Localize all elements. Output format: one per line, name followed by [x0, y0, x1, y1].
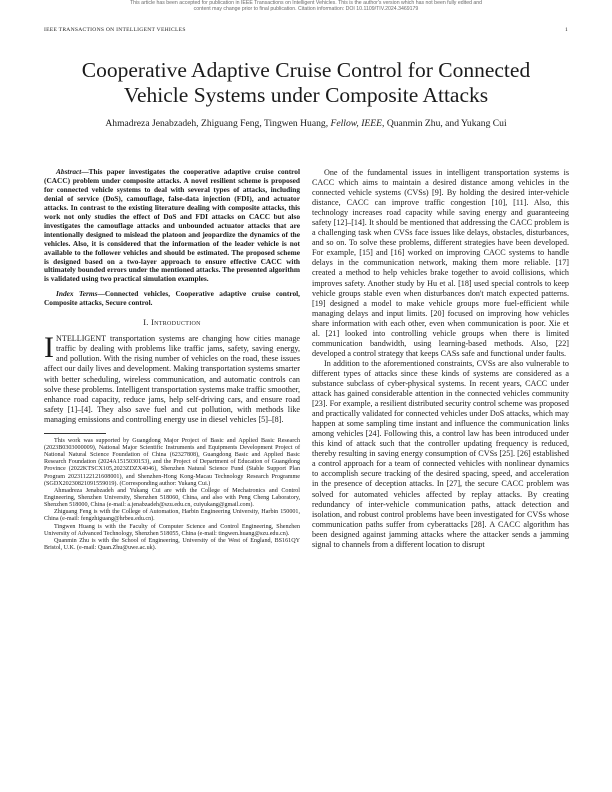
authors-part-2: , Quanmin Zhu, and Yukang Cui [382, 118, 507, 129]
index-terms-text: —Connected vehicles, Cooperative adaptive cruise control, Composite attacks, Secure control. [44, 289, 300, 308]
index-terms [44, 290, 300, 308]
intro-lead-word: NTELLIGENT [56, 334, 107, 344]
body-paragraph-1: One of the fundamental issues in intelligent transportation systems is CACC which aims to maintain a desired distance among vehicles in the connected vehicle systems (CVSs) [9]. By holding the desired inter-vehicle distance, CACC can improve traffic congestion [10], [11]. Also, this technology increases road capacity while saving energy and guaranteeing safety [12]–[14]. It should be mentioned that addressing the CACC problem is a challenging task when CVSs face issues like delays, obstacles, disturbances, and so on. To solve these problems, different strategies have been developed. For example, [15] and [16] worked on improving CACC systems to handle delays in the communication network, making them more reliable. [17] created a method to help vehicles brake together to avoid collisions, which improves safety. Another study by Hu et al. [18] used special controls to keep vehicle groups stable even when disturbances don't match expected patterns. [19] designed a model to make vehicle groups more fuel-efficient while managing delays and input limits. [20] focused on improving how vehicles share information with each other, even when communication is poor. Xie et al. [21] looked into controlling vehicle groups when there is limited communication bandwidth, using learning-based methods. Also, [22] developed a control strategy that keeps CASs safe and functional under faults. [312, 168, 569, 358]
right-column [312, 168, 569, 550]
footnote-affiliation-1: Ahmadreza Jenabzadeh and Yukang Cui are with the College of Mechatronics and Control Engineering, Shenzhen University, Shenzhen 518060, China, and also with Peng Cheng Laboratory, Shenzhen 518000, China (e-mail: a.jenabzadeh@szu.edu.cn, cuiyukang@gmail.com). [44, 487, 300, 509]
drop-cap: I [44, 331, 54, 365]
index-terms-label: Index Terms [56, 289, 98, 299]
intro-text: transportation systems are changing how cities manage traffic by dealing with problems like traffic jams, safety, saving energy, and pollution. With the rising number of vehicles on the road, these issues affect our daily lives and development. Making transportation systems smarter with better scheduling, wireless communication, and automatic controls can solve these problems. Intelligent transportation systems make traffic smoother, enhance road capacity, reduce jams, help self-driving cars, and ensure road safety [1]–[4]. They also save fuel and cut pollution, with methods like managing emissions and controlling energy use in diesel vehicles [5]–[8]. [44, 334, 300, 424]
paper-title [30, 58, 582, 108]
left-column [44, 168, 300, 552]
abstract-text: —This paper investigates the cooperative adaptive cruise control (CACC) problem under composite attacks. A novel resilient scheme is proposed for connected vehicle systems to deal with several types of attacks, including denial of service (DoS), camouflage, false-data injection (FDI), and actuator attacks. In contrast to the existing literature dealing with composite attacks, this work not only studies the effect of DoS and FDI attacks on CACC but also investigates the camouflage attacks and unbounded actuator attacks that are intentionally designed to mislead the platoon and jeopardize the dynamics of the vehicles. Also, it is considered that the information of the leader vehicle is not available to the follower vehicles and should be estimated. The proposed scheme is designed based on a two-layer approach to ensure effective CACC with ultimately bounded errors under the mentioned attacks. The presented algorithm is validated using two practical simulation examples. [44, 167, 300, 284]
footnote-affiliation-2: Zhiguang Feng is with the College of Automation, Harbin Engineering University, Harbin 150001, China (e-mail: fengzhiguang@hrbeu.edu.cn). [44, 509, 300, 523]
abstract-label: Abstract [56, 167, 82, 176]
banner-line-1: This article has been accepted for publication in IEEE Transactions on Intelligent Vehicles. This is the author's version which has not been fully edited and [129, 0, 483, 6]
title-line-2: Vehicle Systems under Composite Attacks [123, 83, 489, 107]
intro-paragraph [44, 331, 300, 424]
footnote-affiliation-3: Tingwen Huang is with the Faculty of Computer Science and Control Engineering, Shenzhen University of Advanced Technology, Shenzhen 518055, China (e-mail: tingwen.huang@szu.edu.cn). [44, 523, 300, 537]
author-list [30, 118, 582, 129]
abstract [44, 168, 300, 284]
footnote-funding: This work was supported by Guangdong Major Project of Basic and Applied Basic Research (2023B0303000009), National Major Scientific Instruments and Equipments Development Project of National Natural Science Foundation of China (62327808), Guangdong Basic and Applied Basic Research Foundation (2024A1515030153), and the Project of Department of Education of Guangdong Province (2022KTSCX105,2023ZDZX4046), Shenzhen Natural Science Fund (Stable Support Plan Program 20231122121608001), and Shenzhen-Hong Kong-Macau Technology Research Programme (SGDX20230821091559019). (Corresponding author: Yukang Cui.) [44, 437, 300, 487]
body-paragraph-2: In addition to the aforementioned constraints, CVSs are also vulnerable to different types of attacks since these kinds of systems are considered as a substance subclass of cyber-physical systems. In recent years, CACC under attack has gained considerable attention in the connected vehicles community [23]. For example, a resilient distributed security control scheme was proposed and practically validated for connected vehicles under DoS attacks, which may happen at some sampling time instant and influence the communication links among vehicles [24]. Following this, a control law has been introduced under this kind of attack such that the controller updating frequency is reduced, thereby resulting in saving energy consumption of CVSs [25]. [26] established a control approach for a team of connected vehicles with nonlinear dynamics to accomplish secure tracking of the desired spacing, speed, and acceleration in the presence of deception attacks. In [27], the secure CACC problem was solved for automated vehicles affected by replay attacks. By creating redundancy of inter-vehicle communication paths, attack detection and isolation, and robust control problems have been investigated for CVSs whose communication paths suffer from cyberattacks [28]. A CACC algorithm has been designed against jamming attacks where the attacker sends a jamming signal to channels from a different location to disrupt [312, 358, 569, 549]
footnote-rule [44, 433, 106, 434]
journal-name: IEEE TRANSACTIONS ON INTELLIGENT VEHICLES [44, 27, 186, 33]
running-header [44, 27, 568, 33]
page-number: 1 [564, 27, 568, 33]
title-line-1: Cooperative Adaptive Cruise Control for Connected [81, 58, 531, 82]
publication-notice-banner [0, 0, 612, 17]
section-heading-introduction: I. Introduction [143, 318, 201, 328]
footnote-affiliation-4: Quanmin Zhu is with the School of Engineering, University of the West of England, BS161QY Bristol, U.K. (e-mail: Quan.Zhu@uwe.ac.uk). [44, 537, 300, 552]
authors-fellow: Fellow, IEEE [330, 118, 383, 129]
banner-line-2: content may change prior to final publication. Citation information: DOI 10.1109/TIV.2024.3469179 [193, 6, 419, 13]
authors-part-1: Ahmadreza Jenabzadeh, Zhiguang Feng, Tingwen Huang, [105, 118, 331, 129]
